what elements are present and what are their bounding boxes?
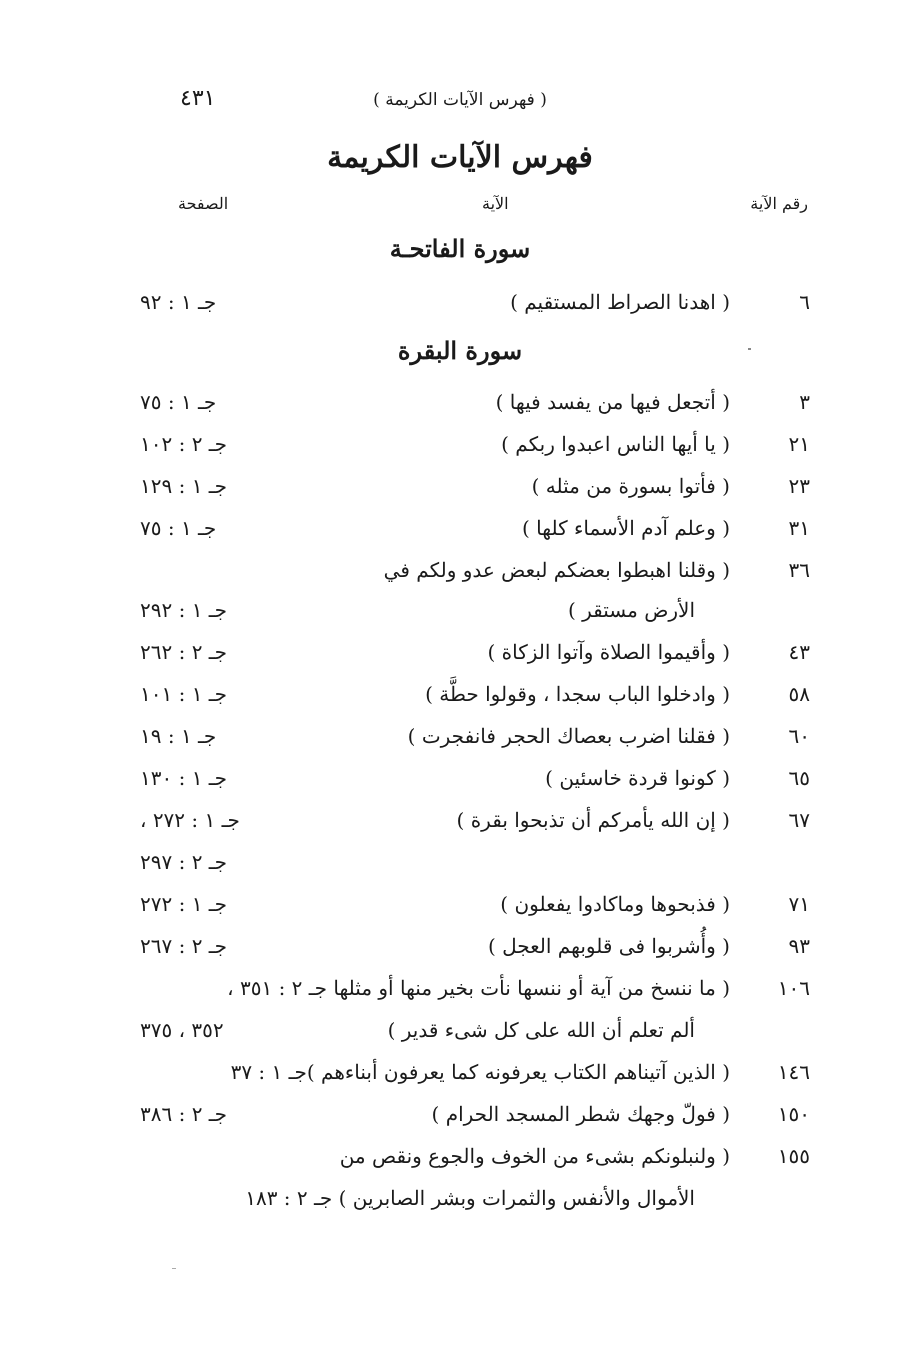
verse-text: ( فقلنا اضرب بعصاك الحجر فانفجرت ) <box>407 724 730 748</box>
surah-title: سورة الفاتحـة <box>389 234 531 263</box>
verse-number: ١٤٦ <box>777 1060 810 1084</box>
print-speck <box>748 348 751 350</box>
index-entry <box>0 474 920 514</box>
index-entry-continuation <box>0 598 920 638</box>
index-entry <box>0 640 920 680</box>
index-entry <box>0 808 920 848</box>
index-entry <box>0 290 920 330</box>
page-reference: جـ ١ : ١٠١ <box>140 682 228 706</box>
page-reference: جـ ١ : ٢٧٢ <box>140 892 228 916</box>
verse-number: ٢١ <box>788 432 810 456</box>
column-header-verse-number: رقم الآية <box>750 194 808 213</box>
column-header-page: الصفحة <box>178 194 229 213</box>
verse-number: ١٥٥ <box>777 1144 810 1168</box>
verse-text: ألم تعلم أن الله على كل شىء قدير ) <box>387 1018 695 1042</box>
verse-text: ( يا أيها الناس اعبدوا ربكم ) <box>501 432 730 456</box>
verse-text: ( ما ننسخ من آية أو ننسها نأت بخير منها أو مثلها جـ ٢ : ٣٥١ ، <box>227 976 730 1000</box>
verse-text: الأموال والأنفس والثمرات وبشر الصابرين ) جـ ٢ : ١٨٣ <box>245 1186 695 1210</box>
index-entry <box>0 390 920 430</box>
page-reference: جـ ٢ : ٢٦٧ <box>140 934 228 958</box>
column-headers <box>0 194 920 218</box>
verse-text: ( فولّ وجهك شطر المسجد الحرام ) <box>431 1102 730 1126</box>
page-reference: جـ ١ : ١٢٩ <box>140 474 228 498</box>
verse-number: ١٠٦ <box>777 976 810 1000</box>
index-entry <box>0 1102 920 1142</box>
page-title: فهرس الآيات الكريمة <box>327 140 593 175</box>
page-reference: جـ ١ : ٧٥ <box>140 516 217 540</box>
surah-title: سورة البقرة <box>397 336 523 365</box>
verse-number: ٥٨ <box>788 682 810 706</box>
index-entry <box>0 558 920 598</box>
index-entry <box>0 892 920 932</box>
verse-text: ( ولنبلونكم بشىء من الخوف والجوع ونقص من <box>339 1144 730 1168</box>
running-title: ( فهرس الآيات الكريمة ) <box>373 90 547 110</box>
verse-number: ٧١ <box>788 892 810 916</box>
verse-text: الأرض مستقر ) <box>567 598 695 622</box>
page-reference: جـ ١ : ٢٧٢ ، <box>140 808 240 832</box>
verse-number: ٦٥ <box>788 766 810 790</box>
page-reference: جـ ١ : ١٣٠ <box>140 766 228 790</box>
index-entry-continuation <box>0 1186 920 1226</box>
page-reference: جـ ١ : ٩٢ <box>140 290 217 314</box>
index-entry <box>0 682 920 722</box>
index-entry-continuation <box>0 850 920 890</box>
verse-number: ٩٣ <box>788 934 810 958</box>
verse-number: ٢٣ <box>788 474 810 498</box>
verse-number: ٦٧ <box>788 808 810 832</box>
verse-number: ٣٦ <box>788 558 810 582</box>
verse-text: ( وأُشربوا فى قلوبهم العجل ) <box>487 934 730 958</box>
verse-number: ٦ <box>799 290 810 314</box>
page-reference: ٣٥٢ ، ٣٧٥ <box>140 1018 224 1042</box>
page-reference: جـ ٢ : ٢٩٧ <box>140 850 228 874</box>
verse-text: ( الذين آتيناهم الكتاب يعرفونه كما يعرفون أبناءهم )جـ ١ : ٣٧ <box>230 1060 730 1084</box>
index-entry <box>0 934 920 974</box>
index-entry <box>0 976 920 1016</box>
verse-text: ( وعلم آدم الأسماء كلها ) <box>522 516 730 540</box>
verse-number: ٤٣ <box>788 640 810 664</box>
verse-text: ( اهدنا الصراط المستقيم ) <box>510 290 730 314</box>
verse-number: ٦٠ <box>788 724 810 748</box>
index-entry <box>0 766 920 806</box>
verse-text: ( وقلنا اهبطوا بعضكم لبعض عدو ولكم في <box>383 558 730 582</box>
index-entry <box>0 516 920 556</box>
index-entry <box>0 724 920 764</box>
index-entry <box>0 1060 920 1100</box>
verse-text: ( وادخلوا الباب سجدا ، وقولوا حطَّة ) <box>425 682 730 706</box>
verse-number: ٣ <box>799 390 810 414</box>
index-entry-continuation <box>0 1018 920 1058</box>
page-reference: جـ ١ : ٢٩٢ <box>140 598 228 622</box>
page-reference: جـ ٢ : ٢٦٢ <box>140 640 228 664</box>
verse-text: ( فأتوا بسورة من مثله ) <box>531 474 730 498</box>
print-speck <box>172 1268 176 1269</box>
verse-text: ( وأقيموا الصلاة وآتوا الزكاة ) <box>487 640 730 664</box>
index-entry <box>0 1144 920 1184</box>
verse-number: ٣١ <box>788 516 810 540</box>
page-reference: جـ ٢ : ٣٨٦ <box>140 1102 228 1126</box>
verse-text: ( كونوا قردة خاسئين ) <box>545 766 730 790</box>
page-reference: جـ ١ : ١٩ <box>140 724 217 748</box>
verse-number: ١٥٠ <box>777 1102 810 1126</box>
verse-text: ( إن الله يأمركم أن تذبحوا بقرة ) <box>456 808 730 832</box>
page-number: ٤٣١ <box>180 86 216 111</box>
verse-text: ( فذبحوها وماكادوا يفعلون ) <box>500 892 730 916</box>
page-reference: جـ ٢ : ١٠٢ <box>140 432 228 456</box>
page-reference: جـ ١ : ٧٥ <box>140 390 217 414</box>
index-entry <box>0 432 920 472</box>
column-header-verse: الآية <box>482 194 509 213</box>
verse-text: ( أتجعل فيها من يفسد فيها ) <box>495 390 730 414</box>
